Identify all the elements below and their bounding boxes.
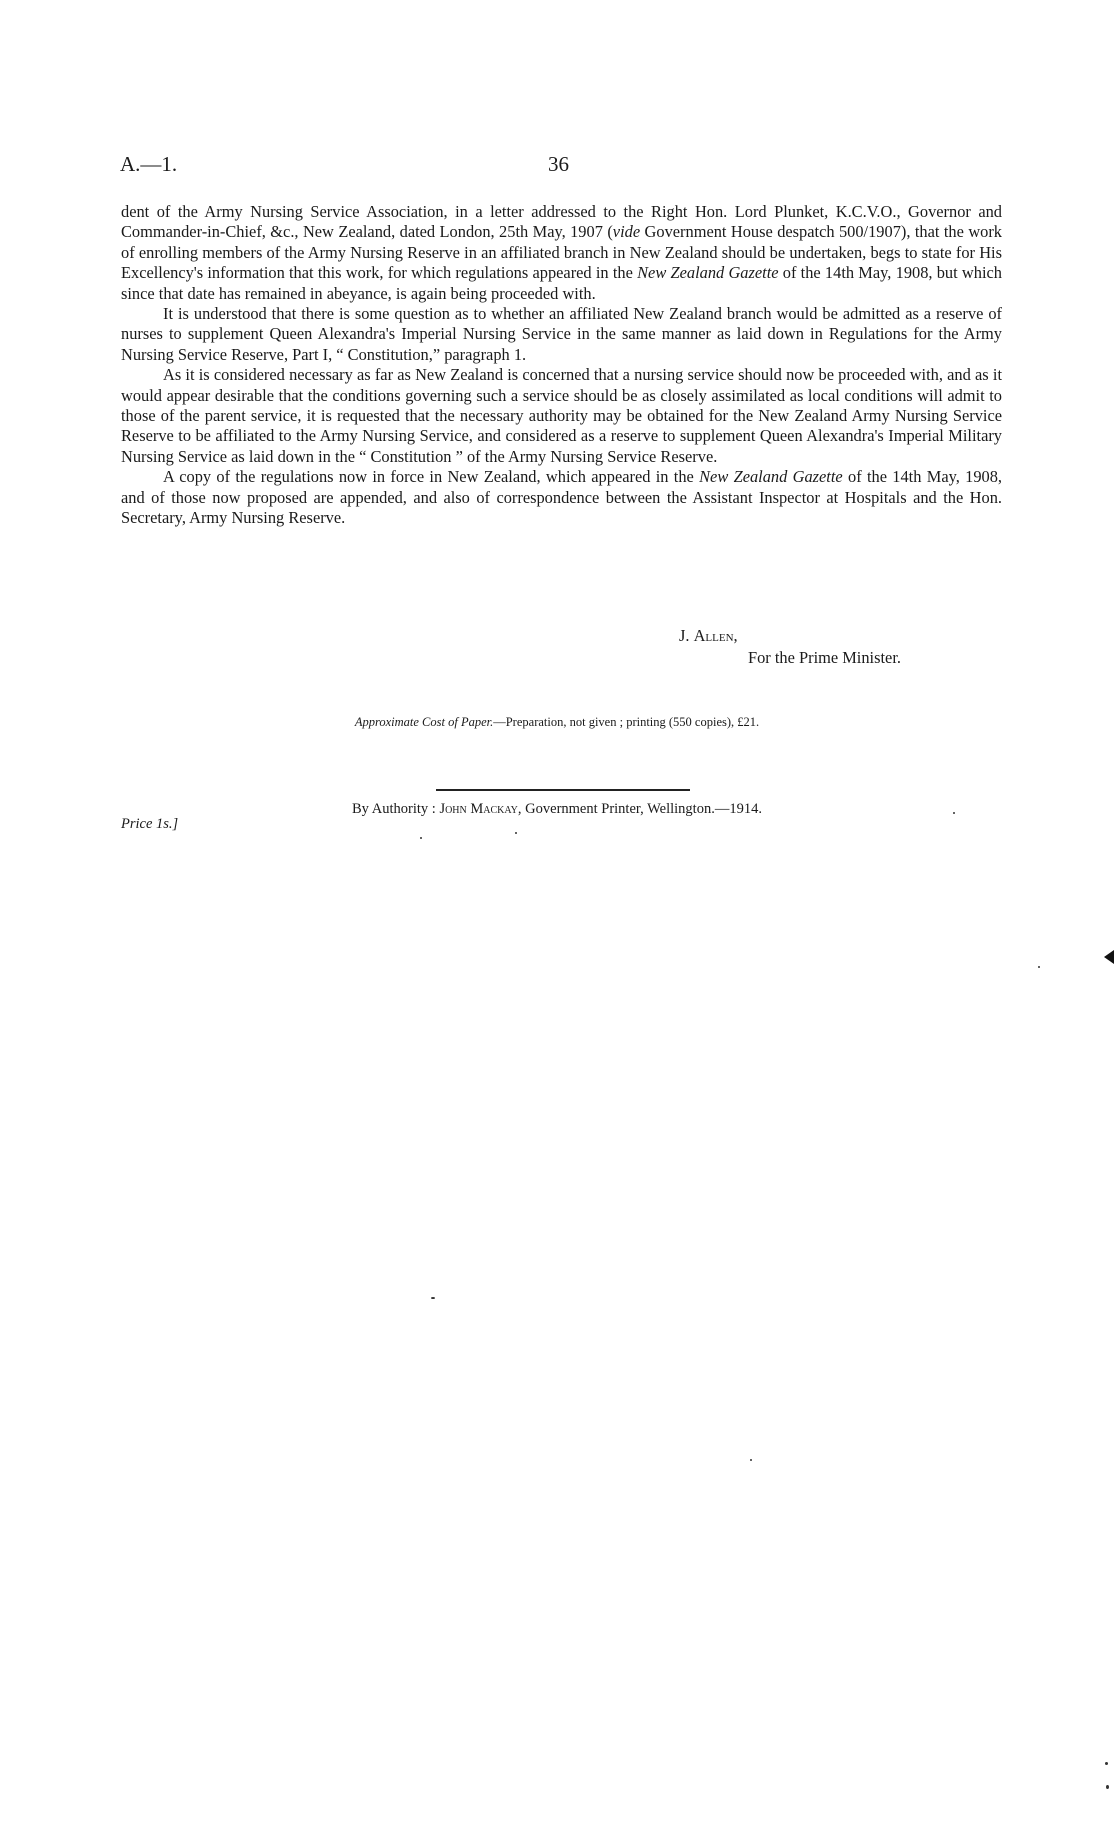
scan-speck — [750, 1459, 752, 1461]
paragraph-1-text-a: dent of the Army Nursing Service Association, in a letter addressed to the Right Hon. Lord Plunket, K.C.V.O., Governor and Commander-in-Chief, &c., New Zealand, dated London, 25th May, 1907 ( — [121, 202, 1002, 242]
paragraph-1-text-b: Government House despatch 500/1907), that the work of enrolling members of the Army Nursing Reserve in an affiliated branch in New Zealand should be undertaken, begs to state for His Excellency's information that this work, for which regulations appeared in the — [121, 222, 1003, 283]
signature — [679, 626, 738, 646]
imprint-printer-name: John Mackay — [439, 801, 518, 817]
paragraph-3: As it is considered necessary as far as New Zealand is concerned that a nursing service should now be proceeded with, and as it would appear desirable that the conditions governing such a service should be as closely assimilated as local conditions will admit to those of the parent service, it is requested that the necessary authority may be obtained for the New Zealand Army Nursing Service Reserve to be affiliated to the Army Nursing Service, and considered as a reserve to supplement Queen Alexandra's Imperial Military Nursing Service as laid down in the “ Constitution ” of the Army Nursing Service Reserve. — [121, 365, 1002, 466]
scan-speck — [515, 832, 517, 834]
price-label: Price 1s.] — [121, 816, 179, 832]
paragraph-1 — [121, 202, 1002, 304]
edge-mark — [1104, 950, 1114, 964]
scan-speck — [431, 1297, 435, 1299]
paragraph-4-text-b: of the 14th May, 1908, and of those now proposed are appended, and also of correspondence between the Assistant Inspector at Hospitals and the Hon. Secretary, Army Nursing Reserve. — [121, 467, 1003, 528]
paragraph-1-italic-a: vide — [612, 222, 641, 242]
paragraph-1-italic-b: New Zealand Gazette — [637, 263, 779, 283]
paragraph-4-italic: New Zealand Gazette — [699, 467, 843, 487]
page-number: 36 — [548, 152, 569, 176]
paragraph-2: It is understood that there is some question as to whether an affiliated New Zealand branch would be admitted as a reserve of nurses to supplement Queen Alexandra's Imperial Nursing Service in the same manner as laid down in Regulations for the Army Nursing Service Reserve, Part I, “ Constitution,” paragraph 1. — [121, 304, 1002, 364]
signature-punctuation: , — [733, 626, 738, 645]
signature-title: For the Prime Minister. — [748, 648, 901, 667]
cost-note — [0, 715, 1114, 730]
signature-initial: J. — [679, 626, 694, 645]
paragraph-1-text-c: of the 14th May, 1908, but which since that date has remained in abeyance, is again being proceeded with. — [121, 263, 1002, 303]
body-text — [121, 202, 1002, 529]
scan-speck — [1105, 1762, 1108, 1765]
horizontal-rule — [436, 789, 690, 791]
page-header — [120, 152, 1000, 182]
scan-speck — [1038, 966, 1040, 968]
scan-speck — [420, 837, 422, 839]
paragraph-4 — [121, 467, 1002, 528]
cost-note-label: Approximate Cost of Paper. — [354, 715, 494, 729]
cost-note-text: —Preparation, not given ; printing (550 copies), £21. — [493, 715, 760, 729]
scan-speck — [953, 812, 955, 814]
paragraph-4-text-a: A copy of the regulations now in force in New Zealand, which appeared in the — [163, 467, 700, 487]
imprint-prefix: By Authority : — [352, 801, 440, 817]
signature-surname: Allen — [693, 626, 734, 645]
imprint-suffix: , Government Printer, Wellington.—1914. — [517, 801, 762, 817]
scan-speck — [1106, 1785, 1109, 1789]
document-reference: A.—1. — [120, 152, 178, 176]
